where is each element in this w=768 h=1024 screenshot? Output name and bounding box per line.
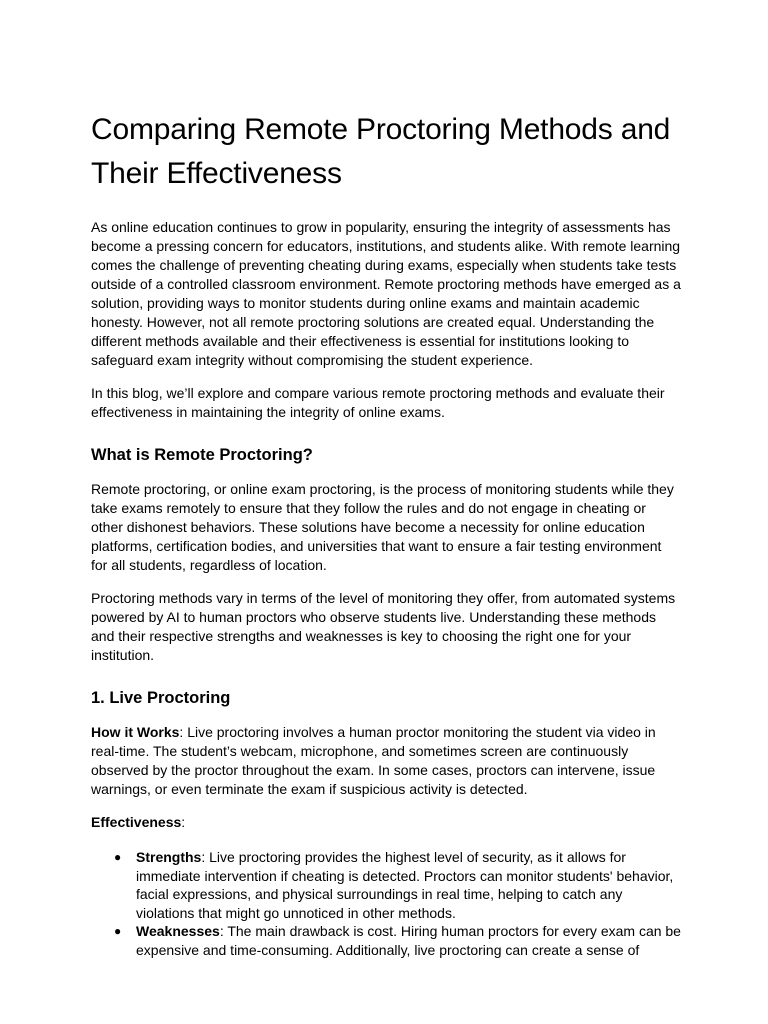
weaknesses-text: : The main drawback is cost. Hiring human proctors for every exam can be expensive and time-consuming. Additionally, live proctoring can create a sense of	[136, 923, 681, 958]
list-item-strengths	[91, 848, 681, 922]
effectiveness-colon: :	[181, 814, 186, 830]
effectiveness-line	[91, 813, 681, 832]
document-page	[91, 108, 681, 959]
effectiveness-bullet-list	[91, 848, 681, 959]
how-it-works-paragraph	[91, 723, 681, 799]
intro-paragraph-2: In this blog, we’ll explore and compare various remote proctoring methods and evaluate their effectiveness in maintaining the integrity of online exams.	[91, 385, 665, 420]
bullet-icon: ●	[114, 924, 122, 938]
how-it-works-text: : Live proctoring involves a human proctor monitoring the student via video in real-time. The student’s webcam, microphone, and sometimes screen are continuously observed by the proctor throughout the exam. In some cases, proctors can intervene, issue warnings, or even terminate the exam if suspicious activity is detected.	[91, 724, 656, 797]
list-item-weaknesses	[91, 922, 681, 959]
strengths-label: Strengths	[136, 849, 202, 865]
how-it-works-label: How it Works	[91, 724, 180, 740]
bullet-icon: ●	[114, 850, 122, 864]
section-heading-what-is-remote-proctoring: What is Remote Proctoring?	[91, 446, 313, 464]
section-heading-live-proctoring: 1. Live Proctoring	[91, 689, 231, 707]
what-paragraph-1: Remote proctoring, or online exam proctoring, is the process of monitoring students while they take exams remotely to ensure that they follow the rules and do not engage in cheating or other dishonest behaviors. These solutions have become a necessity for online education platforms, certification bodies, and universities that want to ensure a fair testing environment for all students, regardless of location.	[91, 481, 674, 573]
intro-paragraph-1: As online education continues to grow in popularity, ensuring the integrity of assessments has become a pressing concern for educators, institutions, and students alike. With remote learning comes the challenge of preventing cheating during exams, especially when students take tests outside of a controlled classroom environment. Remote proctoring methods have emerged as a solution, providing ways to monitor students during online exams and maintain academic honesty. However, not all remote proctoring solutions are created equal. Understanding the different methods available and their effectiveness is essential for institutions looking to safeguard exam integrity without compromising the student experience.	[91, 219, 681, 368]
document-title: Comparing Remote Proctoring Methods and Their Effectiveness	[91, 113, 671, 190]
what-paragraph-2: Proctoring methods vary in terms of the level of monitoring they offer, from automated systems powered by AI to human proctors who observe students live. Understanding these methods and their respective strengths and weaknesses is key to choosing the right one for your institution.	[91, 590, 676, 663]
strengths-text: : Live proctoring provides the highest level of security, as it allows for immediate intervention if cheating is detected. Proctors can monitor students' behavior, facial expressions, and physical surroundings in real time, helping to catch any violations that might go unnoticed in other methods.	[136, 849, 674, 921]
weaknesses-label: Weaknesses	[136, 923, 220, 939]
effectiveness-label: Effectiveness	[91, 814, 182, 830]
